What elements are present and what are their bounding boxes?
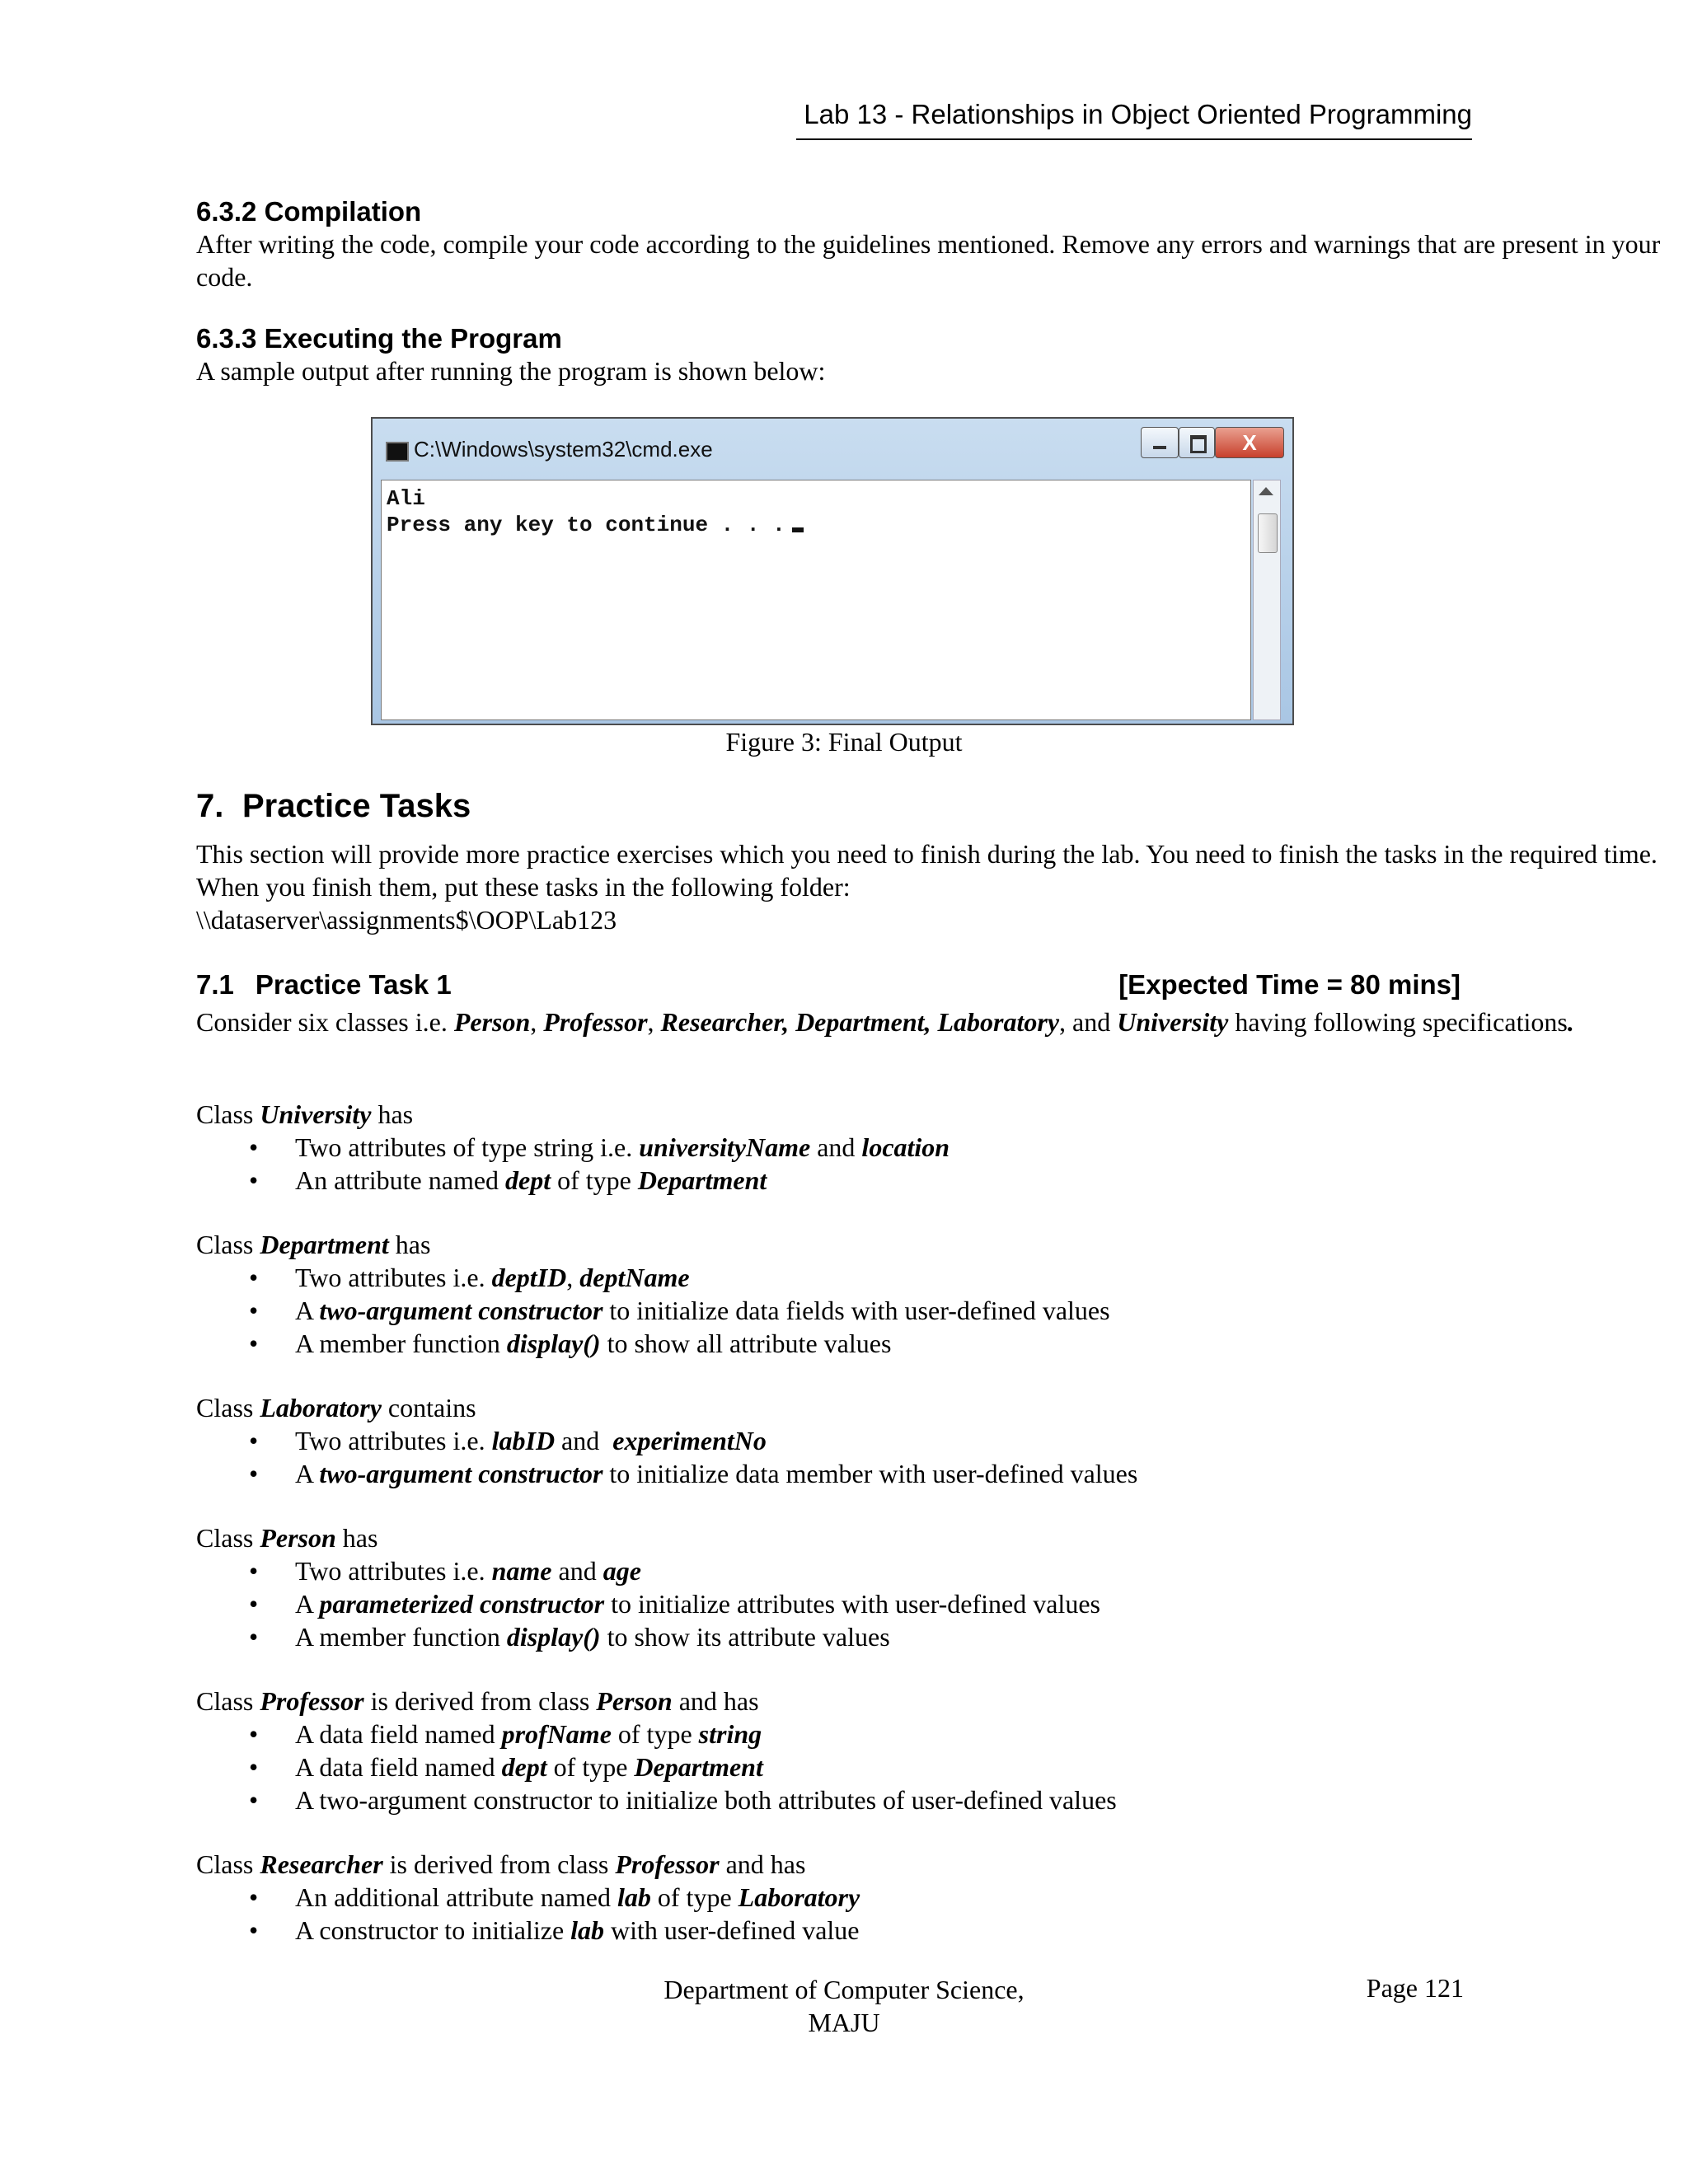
class-department-title: Class Department has <box>196 1230 431 1259</box>
intro-sep <box>931 1007 938 1037</box>
heading-practice-tasks <box>196 788 471 825</box>
heading-compilation: 6.3.2 Compilation <box>196 196 422 227</box>
task-title: Practice Task 1 <box>255 969 452 1000</box>
class-university-title <box>196 1098 1672 1131</box>
practice-intro <box>196 837 1672 936</box>
section-title: Practice Tasks <box>242 788 471 824</box>
scroll-up-arrow-icon[interactable] <box>1259 487 1273 495</box>
figure-caption: Figure 3: Final Output <box>725 727 963 757</box>
list-item: • A two-argument constructor to initialize both attributes of user-defined values <box>196 1783 1672 1816</box>
list-item: • A two-argument constructor to initialize data fields with user-defined values <box>196 1294 1672 1327</box>
cmd-scrollbar[interactable] <box>1253 480 1281 720</box>
intro-sep <box>789 1007 795 1037</box>
executing-text: A sample output after running the program is shown below: <box>196 356 826 386</box>
class-ref: Department, <box>795 1007 931 1037</box>
class-professor-block <box>196 1685 1672 1816</box>
compilation-text: After writing the code, compile your code according to the guidelines mentioned. Remove any errors and warnings that are present in your code. <box>196 229 1661 292</box>
cmd-output <box>387 485 804 538</box>
practice-folder-path: \\dataserver\assignments$\OOP\Lab123 <box>196 905 617 935</box>
cmd-icon <box>386 442 409 462</box>
list-item: • A parameterized constructor to initialize attributes with user-defined values <box>196 1587 1672 1620</box>
class-name: University <box>260 1099 372 1129</box>
list-item: • Two attributes i.e. deptID, deptName <box>196 1261 1672 1294</box>
class-laboratory-title: Class Laboratory contains <box>196 1393 476 1422</box>
class-ref: Professor <box>543 1007 648 1037</box>
class-researcher-block <box>196 1848 1672 1947</box>
task-number: 7.1 <box>196 969 234 1000</box>
minimize-button[interactable] <box>1141 427 1179 458</box>
class-ref: University <box>1117 1007 1229 1037</box>
cmd-title: C:\Windows\system32\cmd.exe <box>414 437 713 462</box>
footer-dept-line1: Department of Computer Science, <box>663 1975 1025 2004</box>
intro-dot: . <box>1567 1007 1574 1037</box>
maximize-button[interactable] <box>1179 427 1215 458</box>
laboratory-spec-list <box>196 1424 1672 1490</box>
class-person-title: Class Person has <box>196 1523 378 1553</box>
list-item: • A data field named dept of type Department <box>196 1750 1672 1783</box>
department-spec-list <box>196 1261 1672 1360</box>
cmd-line-1: Ali <box>387 486 425 511</box>
class-researcher-title: Class Researcher is derived from class Professor and has <box>196 1849 806 1879</box>
list-item: • Two attributes i.e. name and age <box>196 1554 1672 1587</box>
heading-task-1 <box>196 969 452 1001</box>
intro-text: having following specifications <box>1228 1007 1568 1037</box>
cmd-cursor <box>792 527 804 532</box>
intro-sep: , and <box>1059 1007 1118 1037</box>
university-spec-list <box>196 1131 1672 1197</box>
list-item: • A two-argument constructor to initialize data member with user-defined values <box>196 1457 1672 1490</box>
list-item: • A constructor to initialize lab with user-defined value <box>196 1914 1672 1947</box>
person-spec-list <box>196 1554 1672 1653</box>
intro-sep: , <box>647 1007 661 1037</box>
list-item: • Two attributes of type string i.e. universityName and location <box>196 1131 1672 1164</box>
intro-text: Consider six classes i.e. <box>196 1007 454 1037</box>
class-university-block <box>196 1098 1672 1197</box>
task-intro <box>196 1005 1672 1038</box>
list-item: • A data field named profName of type string <box>196 1718 1672 1750</box>
close-button[interactable]: X <box>1215 427 1284 458</box>
class-ref: Researcher, <box>660 1007 790 1037</box>
class-department-block <box>196 1228 1672 1360</box>
section-number: 7. <box>196 788 224 824</box>
cmd-line-2: Press any key to continue . . . <box>387 513 785 537</box>
class-ref: Laboratory <box>937 1007 1060 1037</box>
scroll-thumb[interactable] <box>1258 513 1278 553</box>
class-label: Class <box>196 1099 260 1129</box>
list-item: • An attribute named dept of type Department <box>196 1164 1672 1197</box>
list-item: • A member function display() to show its attribute values <box>196 1620 1672 1653</box>
running-header: Lab 13 - Relationships in Object Oriented Programming <box>796 99 1472 140</box>
class-ref: Person <box>453 1007 531 1037</box>
practice-text: This section will provide more practice exercises which you need to finish during the lab. You need to finish the tasks in the required time. When you finish them, put these tasks in the following folder: <box>196 839 1658 902</box>
intro-sep: , <box>530 1007 544 1037</box>
heading-executing: 6.3.3 Executing the Program <box>196 323 562 354</box>
professor-spec-list <box>196 1718 1672 1816</box>
class-person-block <box>196 1521 1672 1653</box>
class-label: has <box>371 1099 414 1129</box>
page-number: Page 121 <box>1366 1973 1464 2003</box>
list-item: • An additional attribute named lab of type Laboratory <box>196 1881 1672 1914</box>
cmd-titlebar <box>373 419 1292 480</box>
list-item: • Two attributes i.e. labID and experimentNo <box>196 1424 1672 1457</box>
class-professor-title: Class Professor is derived from class Person and has <box>196 1686 759 1716</box>
list-item: • A member function display() to show all attribute values <box>196 1327 1672 1360</box>
footer-dept-line2: MAJU <box>808 2008 880 2037</box>
cmd-console <box>381 480 1251 720</box>
expected-time: [Expected Time = 80 mins] <box>1118 969 1461 1000</box>
researcher-spec-list <box>196 1881 1672 1947</box>
class-laboratory-block <box>196 1391 1672 1490</box>
cmd-window <box>371 417 1294 725</box>
